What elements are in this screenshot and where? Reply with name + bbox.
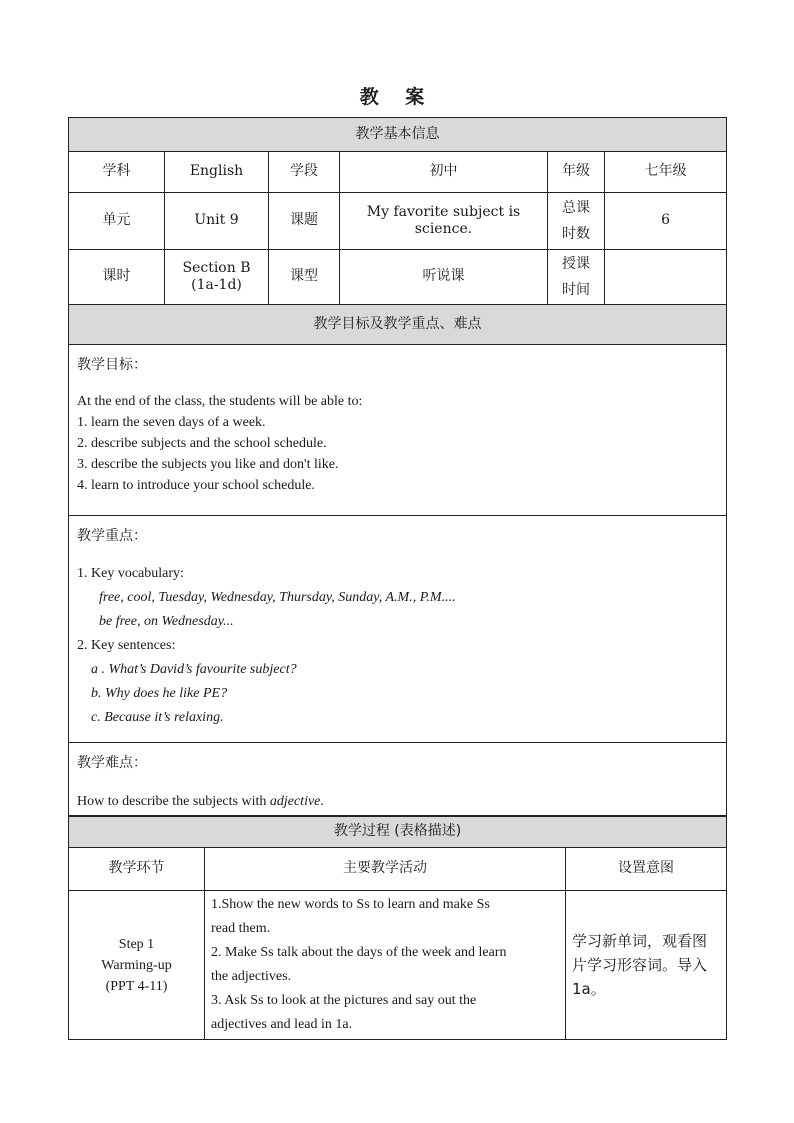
sentence-line: a . What’s David’s favourite subject? [91, 661, 297, 677]
activities-cell [205, 891, 566, 1040]
topic-value [340, 193, 548, 250]
lesson-type-label: 课型 [269, 250, 340, 305]
basic-info-header: 教学基本信息 [69, 118, 727, 152]
period-label: 课时 [69, 250, 165, 305]
grade-label: 年级 [548, 152, 605, 193]
key-points-section [69, 516, 727, 743]
difficulty-heading: 教学难点： [77, 755, 147, 771]
total-hours-value: 6 [605, 193, 727, 250]
step-cell [69, 891, 205, 1040]
activity-line: 2. Make Ss talk about the days of the week and learn [211, 945, 507, 960]
sentence-line: c. Because it’s relaxing. [91, 709, 224, 725]
step-ppt: (PPT 4-11) [105, 978, 168, 994]
key-points-heading: 教学重点： [77, 528, 147, 544]
period-value [165, 250, 269, 305]
total-hours-label-1: 总课 [562, 200, 590, 216]
intent-text: 学习新单词，观看图片学习形容词。导入1a。 [572, 932, 708, 998]
difficulty-section [69, 743, 727, 816]
sentences-label: 2. Key sentences: [77, 637, 176, 653]
subject-label: 学科 [69, 152, 165, 193]
topic-line-1: My favorite subject is [366, 203, 521, 220]
teaching-time-label-1: 授课 [562, 256, 590, 272]
subject-value: English [165, 152, 269, 193]
process-header: 教学过程 (表格描述) [69, 817, 727, 848]
step-name: Warming-up [101, 957, 172, 973]
period-line-1: Section B [182, 259, 251, 276]
objectives-header: 教学目标及教学重点、难点 [69, 305, 727, 345]
goals-line: 4. learn to introduce your school schedule. [77, 477, 315, 493]
teaching-time-label-2: 时间 [562, 282, 590, 298]
column-header-intent: 设置意图 [566, 848, 727, 891]
teaching-time-value [605, 250, 727, 305]
column-header-step: 教学环节 [69, 848, 205, 891]
difficulty-text-italic: adjective [269, 793, 321, 809]
topic-label: 课题 [269, 193, 340, 250]
step-number: Step 1 [118, 936, 155, 952]
period-line-2: (1a-1d) [191, 277, 242, 293]
goals-line: At the end of the class, the students will be able to: [77, 393, 363, 409]
lesson-type-value: 听说课 [340, 250, 548, 305]
activity-line: read them. [211, 921, 271, 936]
goals-heading: 教学目标： [77, 357, 147, 373]
difficulty-text-prefix: How to describe the subjects with [77, 793, 270, 809]
difficulty-text-suffix: . [320, 793, 324, 809]
activity-line: 3. Ask Ss to look at the pictures and say out the [211, 993, 477, 1008]
grade-value: 七年级 [605, 152, 727, 193]
column-header-activities: 主要教学活动 [205, 848, 566, 891]
difficulty-text [77, 791, 718, 812]
stage-value: 初中 [340, 152, 548, 193]
activity-line: adjectives and lead in 1a. [211, 1017, 353, 1032]
process-table [68, 816, 727, 1040]
topic-line-2: science. [414, 221, 473, 237]
sentence-line: b. Why does he like PE? [91, 685, 228, 701]
vocab-line: free, cool, Tuesday, Wednesday, Thursday, Sunday, A.M., P.M.... [99, 589, 456, 605]
intent-cell [566, 891, 727, 1040]
teaching-time-label [548, 250, 605, 305]
total-hours-label [548, 193, 605, 250]
vocab-line: be free, on Wednesday... [99, 613, 234, 629]
goals-line: 1. learn the seven days of a week. [77, 414, 266, 430]
goals-line: 3. describe the subjects you like and don't like. [77, 456, 339, 472]
page-title: 教 案 [359, 86, 435, 108]
total-hours-label-2: 时数 [562, 226, 590, 242]
basic-info-table [68, 117, 727, 816]
activity-line: the adjectives. [211, 969, 292, 984]
vocab-label: 1. Key vocabulary: [77, 565, 184, 581]
goals-line: 2. describe subjects and the school schedule. [77, 435, 327, 451]
unit-value: Unit 9 [165, 193, 269, 250]
activity-line: 1.Show the new words to Ss to learn and make Ss [211, 897, 490, 912]
unit-label: 单元 [69, 193, 165, 250]
goals-section [69, 345, 727, 516]
table-row [69, 891, 727, 1040]
stage-label: 学段 [269, 152, 340, 193]
